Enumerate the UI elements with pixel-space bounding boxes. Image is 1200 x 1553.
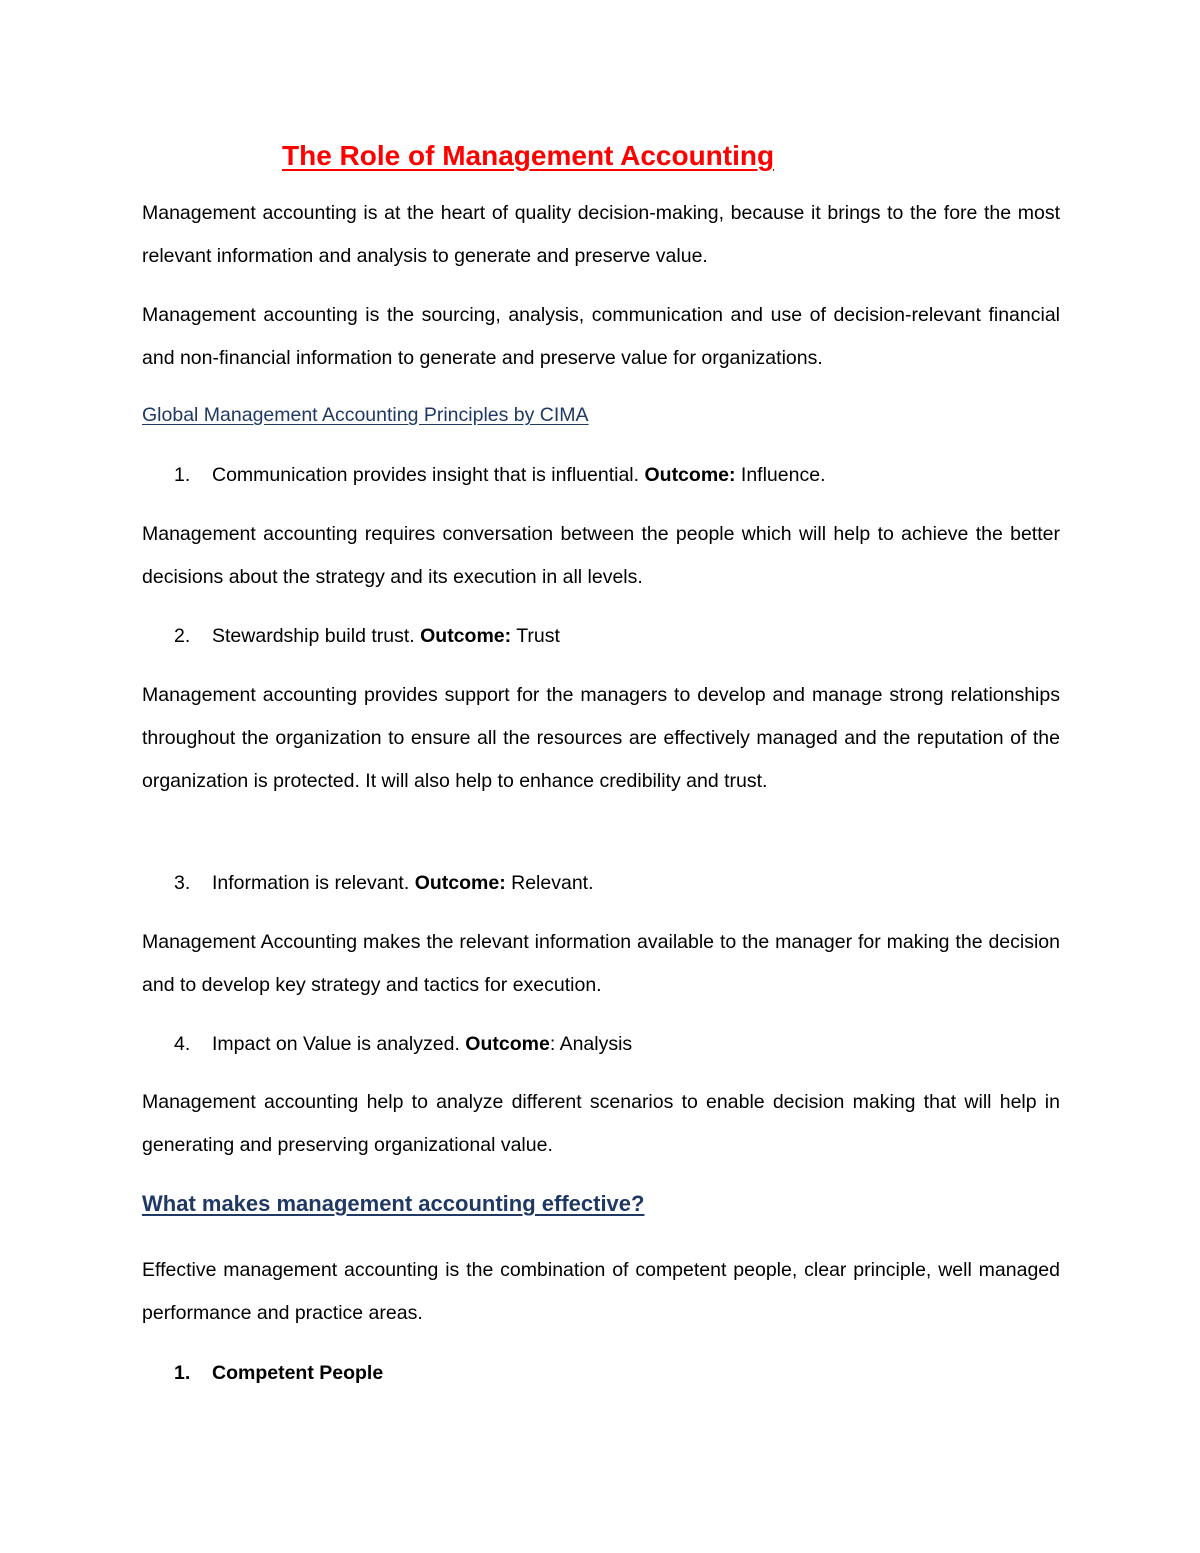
outcome-label: Outcome — [465, 1033, 550, 1055]
outcome-label: Outcome: — [644, 464, 736, 486]
principle-text: Stewardship build trust. — [212, 625, 415, 647]
effective-item-1 — [174, 1358, 383, 1388]
outcome-value: : Analysis — [549, 1033, 633, 1055]
principle-description-2: Management accounting provides support for the managers to develop and manage strong relationships throughout the organization to ensure all the resources are effectively managed and the reputation of the organization is protected. It will also help to enhance credibility and trust. — [142, 684, 1060, 792]
effective-item-number: 1. — [174, 1362, 191, 1384]
principle-description-4: Management accounting help to analyze different scenarios to enable decision making that will help in generating and preserving organizational value. — [142, 1091, 1060, 1156]
principle-item-2 — [174, 621, 560, 651]
principle-description-3: Management Accounting makes the relevant information available to the manager for making the decision and to develop key strategy and tactics for execution. — [142, 931, 1060, 996]
document-title: The Role of Management Accounting — [282, 140, 775, 171]
outcome-value: Influence. — [740, 464, 826, 486]
principle-number: 4. — [174, 1033, 191, 1055]
effective-intro: Effective management accounting is the combination of competent people, clear principle, well managed performance and practice areas. — [142, 1259, 1060, 1324]
outcome-label: Outcome: — [420, 625, 512, 647]
outcome-value: Relevant. — [511, 872, 594, 894]
effective-heading: What makes management accounting effective? — [142, 1191, 645, 1216]
principle-item-1 — [174, 460, 825, 490]
principle-item-3 — [174, 868, 594, 898]
principle-item-4 — [174, 1029, 632, 1059]
principle-text: Information is relevant. — [212, 872, 410, 894]
principles-heading: Global Management Accounting Principles by CIMA — [142, 404, 589, 426]
effective-item-text: Competent People — [212, 1362, 384, 1384]
principle-text: Impact on Value is analyzed. — [212, 1033, 460, 1055]
principle-description-1: Management accounting requires conversation between the people which will help to achieve the better decisions about the strategy and its execution in all levels. — [142, 523, 1060, 588]
intro-paragraph-2: Management accounting is the sourcing, analysis, communication and use of decision-relevant financial and non-financial information to generate and preserve value for organizations. — [142, 304, 1060, 369]
principle-number: 1. — [174, 464, 191, 486]
principle-number: 3. — [174, 872, 191, 894]
outcome-value: Trust — [516, 625, 560, 647]
intro-paragraph-1: Management accounting is at the heart of quality decision-making, because it brings to the fore the most relevant information and analysis to generate and preserve value. — [142, 202, 1060, 267]
principle-number: 2. — [174, 625, 191, 647]
principle-text: Communication provides insight that is influential. — [212, 464, 640, 486]
outcome-label: Outcome: — [414, 872, 506, 894]
